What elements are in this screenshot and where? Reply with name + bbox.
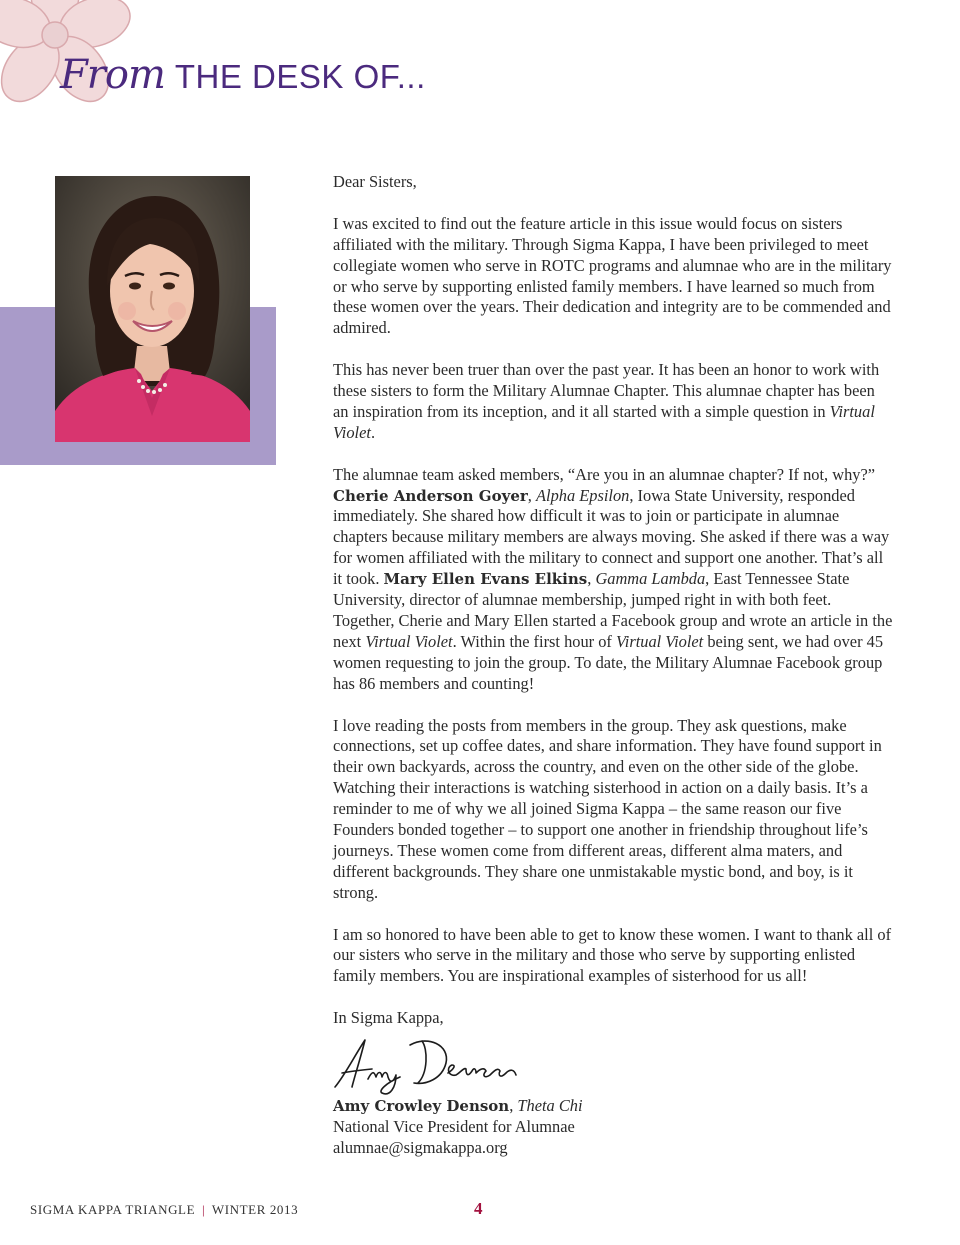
paragraph-5: I am so honored to have been able to get to know these women. I want to thank all of our sisters who serve in the military and those who serve by supporting enlisted family members. You are inspirational examples of sisterhood for us all!	[333, 924, 892, 986]
chapter-gamma-lambda: Gamma Lambda	[595, 569, 706, 589]
letter-body	[333, 172, 893, 1050]
portrait-photo	[55, 176, 250, 442]
signoff-name-line	[333, 1096, 893, 1117]
signoff-name: Amy Crowley Denson	[333, 1097, 510, 1115]
p3-part-d: ,	[587, 569, 596, 589]
p3-part-g: being sent, we had over 45 women requesting to join the group. To date, the Military Alumnae Facebook group has 86 members and counting!	[333, 631, 884, 693]
signoff-email: alumnae@sigmakappa.org	[333, 1137, 508, 1157]
publication-italic: Virtual Violet	[333, 401, 875, 442]
page-header	[60, 52, 426, 112]
name-mary-ellen: Mary Ellen Evans Elkins	[383, 570, 588, 589]
chapter-alpha-epsilon: Alpha Epsilon	[536, 485, 630, 505]
portrait-illustration	[55, 176, 250, 442]
signoff-chapter: Theta Chi	[517, 1096, 583, 1115]
p3-part-c: , Iowa State University, responded immediately. She shared how difficult it was to join or participate in alumnae chapters because military members are always moving. She asked if there was a way for women affiliated with the military to connect and support one another. That’s all it took.	[333, 485, 890, 589]
publication-italic-3: Virtual Violet	[615, 631, 704, 651]
name-cherie: Cherie Anderson Goyer	[333, 486, 528, 505]
signoff-sep: ,	[509, 1096, 518, 1115]
signoff-role: National Vice President for Alumnae	[333, 1116, 575, 1136]
page-number: 4	[474, 1199, 483, 1218]
handwritten-signature	[330, 1035, 525, 1095]
publication-italic-2: Virtual Violet	[365, 631, 453, 651]
paragraph-1: I was excited to find out the feature article in this issue would focus on sisters affiliated with the military. Through Sigma Kappa, I have been privileged to meet collegiate women who serve in ROTC programs and alumnae who are in the military or who serve by supporting enlisted family members. I have learned so much from these women over the years. Their dedication and integrity are to be commended and admired.	[333, 213, 892, 338]
footer-issue: WINTER 2013	[211, 1202, 299, 1217]
p3-part-e: , East Tennessee State University, director of alumnae membership, jumped right in with both feet. Together, Cherie and Mary Ellen started a Facebook group and wrote an article in the next	[333, 569, 893, 651]
footer-publication	[30, 1202, 298, 1218]
p3-part-b: ,	[527, 485, 536, 505]
p3-part-f: . Within the first hour of	[452, 631, 616, 651]
footer-publication-name: SIGMA KAPPA TRIANGLE	[30, 1202, 196, 1217]
header-title: THE DESK OF...	[174, 58, 426, 95]
paragraph-4: I love reading the posts from members in the group. They ask questions, make connections, set up coffee dates, and share information. They have found support in their own backyards, across the country, and even on the other side of the globe. Watching their interactions is watching sisterhood in action on a daily basis. It’s a reminder to me of why we all joined Sigma Kappa – the same reason our five Founders bonded together – to support one another in friendship throughout life’s journeys. These women come from different areas, different alma maters, and different backgrounds. They share one unmistakable mystic bond, and boy, is it strong.	[333, 715, 882, 902]
paragraph-2-text: This has never been truer than over the past year. It has been an honor to work with these sisters to form the Military Alumnae Chapter. This alumnae chapter has been an inspiration from its inception, and it all started with a simple question in	[333, 360, 880, 421]
signoff-block	[333, 1096, 893, 1159]
paragraph-3	[333, 465, 893, 695]
p3-part-a: The alumnae team asked members, “Are you in an alumnae chapter? If not, why?”	[333, 464, 876, 484]
footer-separator: |	[202, 1202, 206, 1217]
paragraph-2-end: .	[370, 422, 376, 442]
closing: In Sigma Kappa,	[333, 1008, 444, 1028]
header-script-word: From	[60, 52, 165, 98]
paragraph-2	[333, 360, 893, 444]
salutation: Dear Sisters,	[333, 172, 417, 191]
